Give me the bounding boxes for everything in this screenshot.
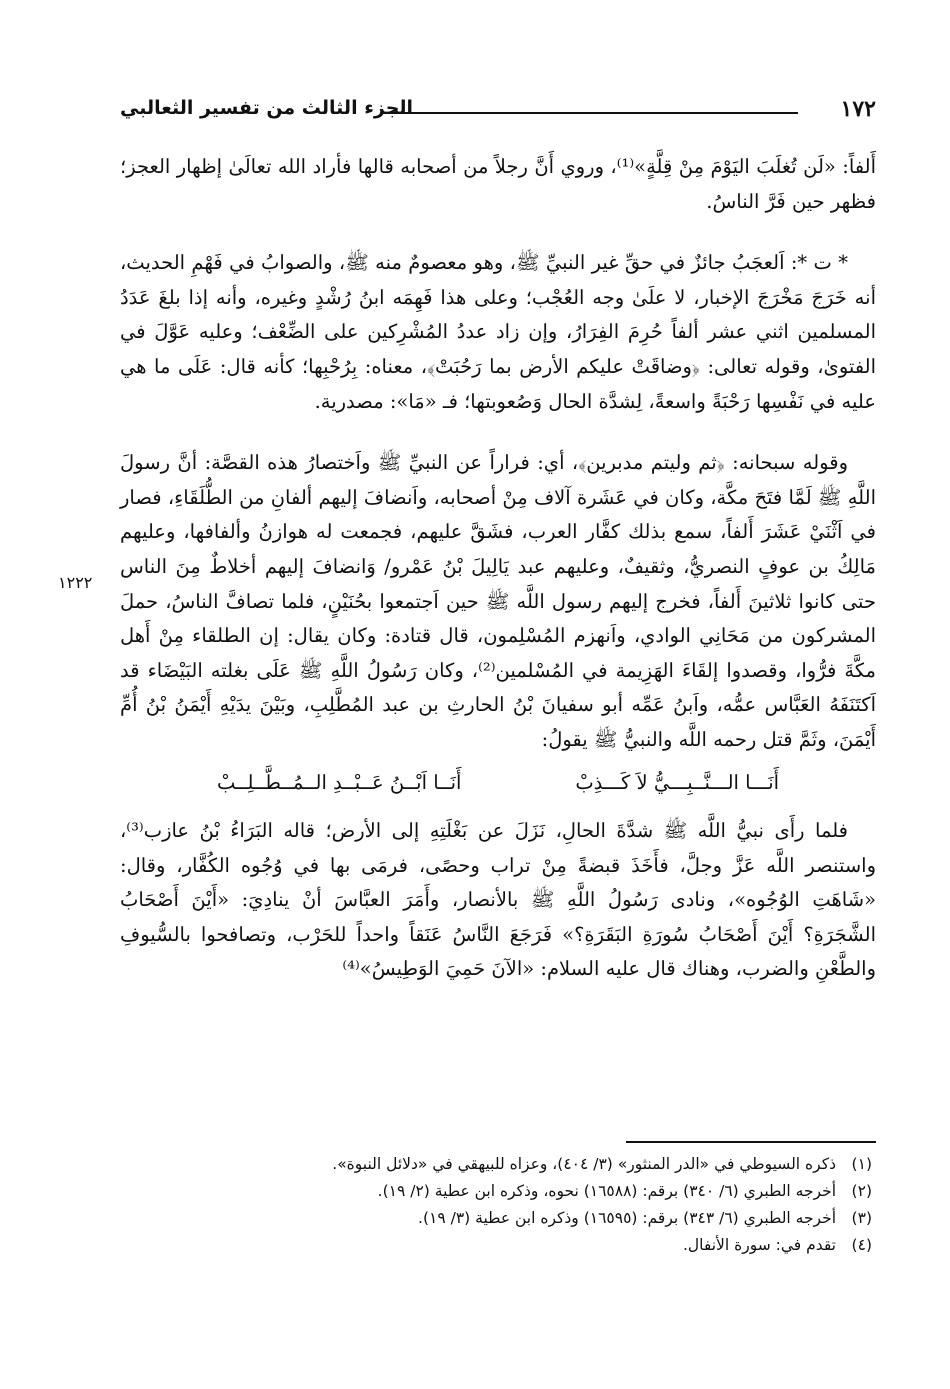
paragraph-4: فلما رأَى نبيُّ اللَّه ﷺ شدَّةَ الحالِ، نَزَلَ عن بَغْلَتِهِ إلى الأرض؛ قاله البَرَاءُ بْنُ عازب⁽³⁾، واستنصر اللَّه عَزَّ وجلَّ، فأَخَذَ قبضةً مِنْ تراب وحصًى، فرمَى بها في وُجُوه الكُفَّار، وقال: «شَاهَتِ الوُجُوه»، ونادى رَسُولُ اللَّهِ ﷺ بالأنصار، وأَمَرَ العبَّاسَ أنْ ينادِيَ: «أَيْنَ أَصْحَابُ الشَّجَرَةِ؟ أَيْنَ أَصْحَابُ سُورَةِ البَقَرَةِ؟» فَرَجَعَ النَّاسُ عَنَقاً واحداً للحَرْب، وتصافحوا بالسُّيوفِ والطَّعْنِ والضرب، وهناك قال عليه السلام: «الآنَ حَمِيَ الوَطِيسُ»⁽⁴⁾ [120, 819, 876, 981]
verse-hemistich-right: أَنَـــا الـــنَّــبِـــيُّ لاَ كَـــذِبْ [575, 770, 780, 794]
footnote-text: ذكره السيوطي في «الدر المنثور» (٣/ ٤٠٤)، وعزاه للبيهقي في «دلائل النبوة». [332, 1155, 836, 1173]
footnote-rule [626, 1141, 876, 1143]
footnote-text: أخرجه الطبري (٦/ ٣٤٣) برقم: (١٦٥٩٥) وذكره ابن عطية (٣/ ١٩). [418, 1209, 836, 1227]
footnote-item [120, 1232, 876, 1259]
paragraph-3: وقوله سبحانه: ﴿ثم وليتم مدبرين﴾، أي: فراراً عن النبيِّ ﷺ واَختصارُ هذه القصَّة: أنَّ رسولَ اللَّهِ ﷺ لَمَّا فتَحَ مكَّة، وكان في عَشَرة آلاف مِنْ أصحابه، واَنضافَ إليهم ألفانِ من الطُّلَقَاءِ، فصار في اَثْنَيْ عَشَرَ أَلفاً، سمع بذلك كفَّار العرب، فشَقَّ عليهم، فجمعت له هوازنُ وألفافها، وعليهم مَالِكُ بن عوفٍ النصريُّ، وثقيفٌ، وعليهم عبد يَالِيلَ بْنُ عَمْرو/ وَانضافَ إليهم أخلاطٌ مِنَ الناس حتى كانوا ثلاثينَ أَلفاً، فخرج إليهم رسول اللَّه ﷺ حين اَجتمعوا بحُنَيْنٍ، فلما تصافَّ الناسُ، حملَ المشركون من مَحَانِي الوادي، واَنهزم المُسْلِمون، قال قتادة: وكان يقال: إن الطلقاء مِنْ أَهل مكَّةَ فرُّوا، وقصدوا إلقَاءَ الهَزِيمة في المُسْلمين⁽²⁾، وكان رَسُولُ اللَّهِ ﷺ عَلَى بغلته البَيْضَاء قد اَكتَنَفَهُ العَبَّاس عمُّه، واَبنُ عَمِّه أبو سفيانَ بْنُ الحارثِ بن عبد المُطَّلِبِ، وبَيْنَ يدَيْهِ أَيْمَنُ بْنُ أُمِّ أَيْمَنَ، وثَمَّ قتل رحمه اللَّه والنبيُّ ﷺ يقولُ: [120, 451, 877, 751]
running-title: الجزء الثالث من تفسير الثعالبي [120, 97, 414, 119]
footnote-item [120, 1178, 876, 1205]
paragraph-2: * ت *: اَلعجَبُ جائزٌ في حقِّ غير النبيِّ ﷺ، وهو معصومٌ منه ﷺ، والصوابُ في فَهْمِ الحديث، أنه خَرَجَ مَخْرَجَ الإخبار، لا علَىٰ وجه العُجْب؛ وعلى هذا فَهِمَه ابنُ رُشْدٍ وغيره، وأنه إذا بلغَ عَدَدُ المسلمين اثني عشر ألفاً حُرِمَ الفِرَارُ، وإن زاد عددُ المُشْرِكين على الضِّعْف؛ وعليه عَوَّلَ في الفتوىٰ، وقوله تعالى: ﴿وضاقَتْ عليكم الأرض بما رَحُبَتْ﴾، معناه: بِرُحْبِها؛ كأنه قال: عَلَى ما هي عليه في نَفْسِها رَحْبَةً واسعةً، لِشدَّة الحال وَصُعوبتها؛ فـ «مَا»: مصدرية. [120, 251, 876, 413]
page-number: ١٧٢ [840, 96, 876, 122]
footnote-number: (٣) [851, 1209, 872, 1227]
footnote-number: (٤) [851, 1236, 872, 1254]
main-text [58, 150, 877, 987]
footnote-number: (١) [851, 1155, 872, 1173]
poetry-verse [120, 758, 876, 815]
header-rule [380, 112, 798, 114]
footnote-item [120, 1205, 876, 1232]
footnotes [120, 1141, 876, 1259]
verse-hemistich-left: أَنَــا اَبْــنُ عَــبْــدِ الــمُــطَّــلِــبْ [216, 770, 462, 794]
footnote-text: أخرجه الطبري (٦/ ٣٤٠) برقم: (١٦٥٨٨) نحوه، وذكره ابن عطية (٢/ ١٩). [377, 1182, 836, 1200]
footnote-item [120, 1151, 876, 1178]
footnote-text: تقدم في: سورة الأنفال. [682, 1236, 836, 1254]
margin-reference-number: ١٢٢٢ [58, 573, 93, 593]
page-header [120, 96, 876, 136]
paragraph-1: أَلفاً: «لَن تُغلَبَ اليَوْمَ مِنْ قِلَّةٍ»⁽¹⁾، وروي أَنَّ رجلاً من أصحابه قالها فأراد الله تعالَىٰ إظهار العجز؛ فظهر حين فَرَّ الناسُ. [120, 155, 876, 213]
footnote-number: (٢) [851, 1182, 872, 1200]
